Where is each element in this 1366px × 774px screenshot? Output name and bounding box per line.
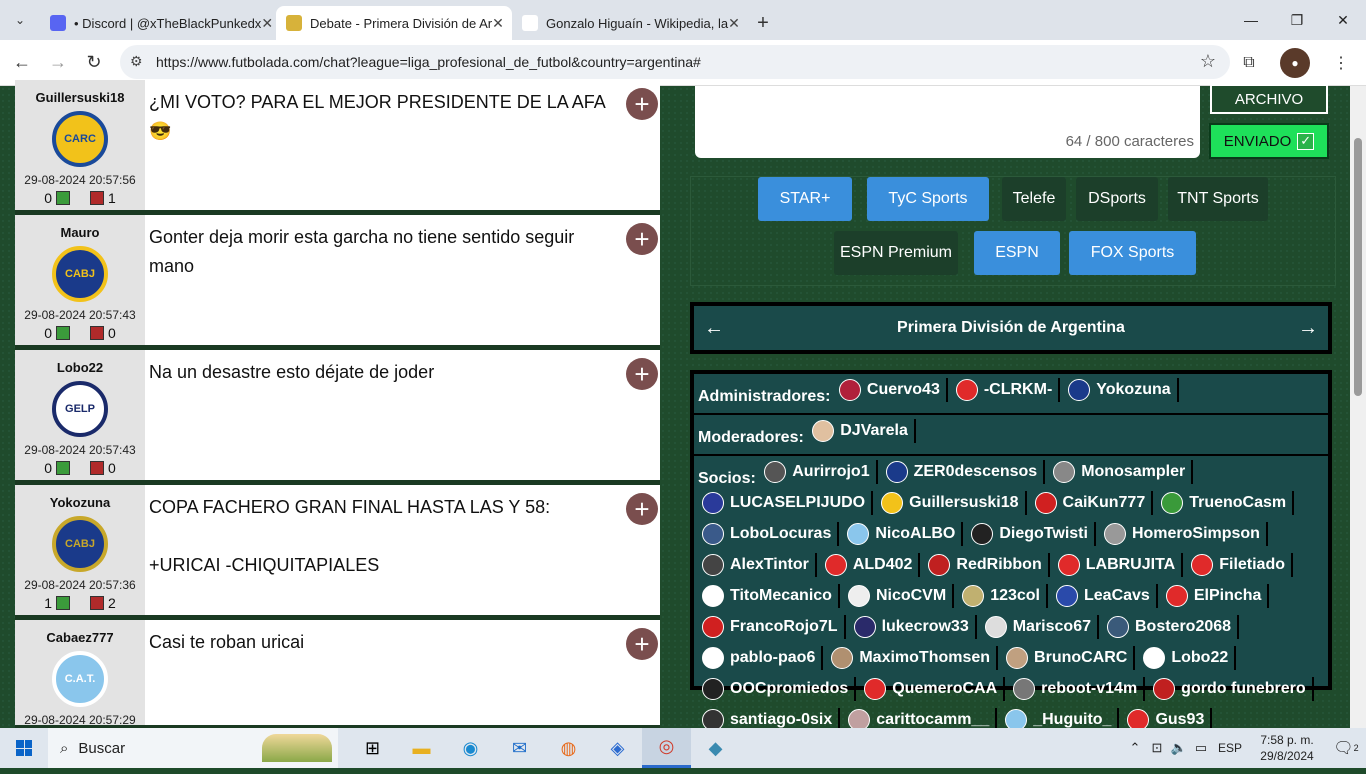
member-avatar-icon bbox=[1053, 461, 1075, 483]
downvote-count: 0 bbox=[108, 325, 116, 341]
chat-message bbox=[15, 350, 660, 485]
battery-icon[interactable]: ▭ bbox=[1194, 740, 1208, 755]
team-crest-icon bbox=[52, 111, 108, 167]
downvote-count: 2 bbox=[108, 595, 116, 611]
member-name: lukecrow33 bbox=[881, 618, 969, 635]
member-name: RedRibbon bbox=[956, 556, 1042, 573]
member-avatar-icon bbox=[1035, 492, 1057, 514]
profile-avatar-icon[interactable]: ● bbox=[1280, 48, 1310, 78]
member-avatar-icon bbox=[1161, 492, 1183, 514]
tab-search-dropdown[interactable]: ⌄ bbox=[14, 13, 26, 27]
member-name: QuemeroCAA bbox=[892, 680, 998, 697]
team-crest-icon bbox=[52, 381, 108, 437]
member-avatar-icon bbox=[928, 554, 950, 576]
tab-strip bbox=[0, 0, 1366, 40]
message-timestamp: 29-08-2024 20:57:43 bbox=[24, 443, 136, 457]
message-votes bbox=[15, 190, 145, 206]
member-name: TitoMecanico bbox=[730, 587, 832, 604]
upvote-count: 0 bbox=[44, 460, 52, 476]
member-entry[interactable] bbox=[952, 378, 1060, 402]
member-entry[interactable] bbox=[958, 584, 1048, 608]
member-avatar-icon bbox=[831, 647, 853, 669]
member-entry[interactable] bbox=[1002, 646, 1135, 670]
reply-plus-icon[interactable]: + bbox=[626, 88, 658, 120]
member-avatar-icon bbox=[764, 461, 786, 483]
stream-button[interactable]: Telefe bbox=[1002, 177, 1066, 221]
member-entry[interactable] bbox=[1139, 646, 1236, 670]
member-avatar-icon bbox=[702, 616, 724, 638]
message-author-panel bbox=[15, 620, 145, 725]
firefox-icon[interactable]: ◍ bbox=[560, 737, 577, 758]
member-avatar-icon bbox=[886, 461, 908, 483]
windows-taskbar bbox=[0, 728, 1366, 768]
member-avatar-icon bbox=[847, 523, 869, 545]
member-entry[interactable] bbox=[808, 419, 916, 443]
downvote-icon[interactable] bbox=[90, 596, 104, 610]
tab-close-icon[interactable]: ✕ bbox=[492, 14, 504, 31]
reply-plus-icon[interactable]: + bbox=[626, 628, 658, 660]
upvote-count: 1 bbox=[44, 595, 52, 611]
mods-label: Moderadores: bbox=[698, 429, 804, 446]
member-avatar-icon bbox=[1104, 523, 1126, 545]
member-name: LoboLocuras bbox=[730, 525, 832, 542]
member-name: carittocamm__ bbox=[876, 711, 990, 728]
member-name: Yokozuna bbox=[1096, 381, 1171, 398]
member-avatar-icon bbox=[962, 585, 984, 607]
notification-count: 2 bbox=[1353, 743, 1359, 753]
message-timestamp: 29-08-2024 20:57:43 bbox=[24, 308, 136, 322]
member-name: Guillersuski18 bbox=[909, 494, 1019, 511]
message-timestamp: 29-08-2024 20:57:36 bbox=[24, 578, 136, 592]
member-avatar-icon bbox=[848, 585, 870, 607]
tab-close-icon[interactable]: ✕ bbox=[728, 14, 740, 31]
member-avatar-icon bbox=[812, 420, 834, 442]
reply-plus-icon[interactable]: + bbox=[626, 223, 658, 255]
league-next-icon[interactable]: → bbox=[1297, 316, 1318, 339]
member-avatar-icon bbox=[956, 379, 978, 401]
league-prev-icon[interactable]: ← bbox=[704, 316, 724, 339]
minimize-icon[interactable]: — bbox=[1244, 12, 1258, 28]
member-entry[interactable] bbox=[827, 646, 998, 670]
tab-title: Debate - Primera División de Ar bbox=[310, 15, 493, 31]
language-indicator[interactable]: ESP bbox=[1217, 741, 1242, 755]
message-author-panel bbox=[15, 80, 145, 210]
member-entry[interactable] bbox=[760, 460, 877, 484]
task-view-icon[interactable]: ⊞ bbox=[364, 737, 381, 758]
upvote-icon[interactable] bbox=[56, 461, 70, 475]
member-entry[interactable] bbox=[967, 522, 1096, 546]
member-avatar-icon bbox=[881, 492, 903, 514]
stream-button[interactable]: ESPN bbox=[974, 231, 1060, 275]
member-entry[interactable] bbox=[860, 677, 1005, 701]
downvote-count: 0 bbox=[108, 460, 116, 476]
member-name: reboot-v14m bbox=[1041, 680, 1138, 697]
member-name: AlexTintor bbox=[730, 556, 809, 573]
member-avatar-icon bbox=[1013, 678, 1035, 700]
scrollbar-thumb[interactable] bbox=[1354, 138, 1362, 396]
right-panel bbox=[690, 86, 1336, 728]
member-name: NicoCVM bbox=[875, 587, 947, 604]
member-name: Gus93 bbox=[1155, 711, 1205, 728]
stream-button[interactable]: TNT Sports bbox=[1168, 177, 1268, 221]
member-name: pablo-pao6 bbox=[730, 649, 816, 666]
member-entry[interactable] bbox=[1103, 615, 1239, 639]
member-name: ElPincha bbox=[1193, 587, 1262, 604]
windows-logo-icon bbox=[16, 740, 32, 756]
message-votes bbox=[15, 595, 145, 611]
member-name: LeaCavs bbox=[1084, 587, 1150, 604]
bookmark-star-icon[interactable]: ☆ bbox=[1199, 51, 1216, 71]
member-name: LABRUJITA bbox=[1085, 556, 1176, 573]
check-icon: ✓ bbox=[1297, 133, 1314, 150]
tab-favicon-icon bbox=[522, 15, 538, 31]
members-panel bbox=[690, 370, 1332, 728]
member-name: MaximoThomsen bbox=[859, 649, 991, 666]
browser-tab[interactable] bbox=[512, 6, 748, 40]
tab-favicon-icon bbox=[286, 15, 302, 31]
member-name: DJVarela bbox=[840, 422, 908, 439]
speaker-icon[interactable]: 🔈 bbox=[1170, 740, 1188, 755]
clock-date: 29/8/2024 bbox=[1260, 749, 1314, 763]
member-entry[interactable] bbox=[698, 522, 839, 546]
message-text: Na un desastre esto déjate de joder bbox=[149, 362, 435, 382]
thunderbird-icon[interactable]: ◈ bbox=[610, 737, 625, 758]
reload-icon[interactable]: ↻ bbox=[86, 52, 102, 72]
member-entry[interactable] bbox=[850, 615, 977, 639]
member-avatar-icon bbox=[854, 616, 876, 638]
forward-icon[interactable]: → bbox=[49, 52, 67, 72]
toolbar-actions bbox=[1234, 48, 1356, 78]
member-name: santiago-0six bbox=[730, 711, 833, 728]
member-avatar-icon bbox=[1056, 585, 1078, 607]
chat-feed bbox=[15, 86, 660, 728]
admins-row bbox=[694, 374, 1328, 415]
close-window-icon[interactable]: ✕ bbox=[1337, 11, 1349, 28]
stream-button[interactable]: DSports bbox=[1076, 177, 1158, 221]
browser-tab[interactable] bbox=[276, 6, 512, 40]
member-name: Lobo22 bbox=[1171, 649, 1229, 666]
network-icon[interactable]: ⊡ bbox=[1151, 740, 1163, 755]
member-entry[interactable] bbox=[844, 584, 954, 608]
team-crest-icon bbox=[52, 246, 108, 302]
member-avatar-icon bbox=[1107, 616, 1129, 638]
message-text: COPA FACHERO GRAN FINAL HASTA LAS Y 58: +URICAI -CHIQUITAPIALES bbox=[149, 497, 551, 575]
member-entry[interactable] bbox=[1009, 677, 1145, 701]
stream-button[interactable]: ESPN Premium bbox=[834, 231, 958, 275]
upvote-icon[interactable] bbox=[56, 191, 70, 205]
message-votes bbox=[15, 460, 145, 476]
downvote-icon[interactable] bbox=[90, 326, 104, 340]
member-name: ALD402 bbox=[852, 556, 913, 573]
chat-message bbox=[15, 485, 660, 620]
message-author-panel bbox=[15, 350, 145, 480]
member-name: gordo funebrero bbox=[1181, 680, 1306, 697]
member-avatar-icon bbox=[1058, 554, 1080, 576]
member-entry[interactable] bbox=[698, 491, 873, 515]
char-counter: 64 / 800 caracteres bbox=[1065, 133, 1194, 150]
message-text: Casi te roban uricai bbox=[149, 632, 305, 652]
sent-label: ENVIADO bbox=[1223, 132, 1292, 150]
edge-icon[interactable]: ◉ bbox=[462, 737, 479, 758]
member-name: Aurirrojo1 bbox=[792, 463, 870, 480]
downvote-count: 1 bbox=[108, 190, 116, 206]
chat-message bbox=[15, 215, 660, 350]
member-avatar-icon bbox=[864, 678, 886, 700]
member-avatar-icon bbox=[702, 554, 724, 576]
member-name: TruenoCasm bbox=[1189, 494, 1287, 511]
member-avatar-icon bbox=[1143, 647, 1165, 669]
clock[interactable] bbox=[1248, 732, 1326, 764]
member-entry[interactable] bbox=[981, 615, 1099, 639]
clock-time: 7:58 p. m. bbox=[1260, 733, 1314, 747]
member-name: Filetiado bbox=[1219, 556, 1285, 573]
file-explorer-icon[interactable]: ▬ bbox=[412, 737, 431, 758]
message-username[interactable]: Mauro bbox=[60, 225, 100, 240]
league-selector bbox=[690, 302, 1332, 354]
member-entry[interactable] bbox=[698, 584, 840, 608]
chat-message bbox=[15, 620, 660, 730]
member-entry[interactable] bbox=[877, 491, 1026, 515]
member-name: ZER0descensos bbox=[913, 463, 1038, 480]
member-entry[interactable] bbox=[1157, 491, 1294, 515]
search-highlight-image bbox=[262, 734, 332, 762]
message-author-panel bbox=[15, 215, 145, 345]
start-button[interactable] bbox=[0, 728, 48, 768]
member-avatar-icon bbox=[1068, 379, 1090, 401]
member-entry[interactable] bbox=[882, 460, 1046, 484]
upvote-icon[interactable] bbox=[56, 596, 70, 610]
partners-label: Socios: bbox=[698, 470, 756, 487]
member-entry[interactable] bbox=[924, 553, 1049, 577]
sent-button[interactable] bbox=[1209, 123, 1329, 159]
extensions-icon[interactable]: ⧉ bbox=[1243, 54, 1255, 71]
back-icon[interactable]: ← bbox=[13, 52, 31, 72]
menu-kebab-icon[interactable]: ⋮ bbox=[1333, 55, 1349, 72]
upvote-count: 0 bbox=[44, 325, 52, 341]
notes-app-icon[interactable]: ◆ bbox=[708, 737, 723, 758]
search-icon: ⌕ bbox=[60, 739, 69, 757]
member-avatar-icon bbox=[971, 523, 993, 545]
member-entry[interactable] bbox=[1049, 460, 1193, 484]
member-entry[interactable] bbox=[698, 646, 823, 670]
tab-title: Gonzalo Higuaín - Wikipedia, la bbox=[546, 15, 729, 31]
message-votes bbox=[15, 325, 145, 341]
crest-text: CABJ bbox=[65, 538, 95, 550]
message-text: ¿MI VOTO? PARA EL MEJOR PRESIDENTE DE LA AFA 😎 bbox=[149, 92, 605, 141]
member-name: -CLRKM- bbox=[983, 381, 1053, 398]
message-timestamp: 29-08-2024 20:57:29 bbox=[24, 713, 136, 727]
member-entry[interactable] bbox=[698, 615, 846, 639]
member-entry[interactable] bbox=[698, 677, 856, 701]
member-entry[interactable] bbox=[1162, 584, 1270, 608]
address-bar[interactable] bbox=[120, 45, 1230, 79]
message-textarea[interactable] bbox=[695, 86, 1200, 158]
member-name: Bostero2068 bbox=[1134, 618, 1232, 635]
message-username[interactable]: Guillersuski18 bbox=[35, 90, 125, 105]
member-avatar-icon bbox=[825, 554, 847, 576]
site-info-icon[interactable]: ⚙ bbox=[130, 53, 143, 69]
stream-button[interactable]: STAR+ bbox=[758, 177, 852, 221]
partners-row bbox=[694, 456, 1328, 774]
url-text: https://www.futbolada.com/chat?league=liga_profesional_de_futbol&country=argentina# bbox=[156, 54, 701, 70]
page-content bbox=[0, 86, 1366, 728]
member-name: OOCpromiedos bbox=[730, 680, 849, 697]
member-entry[interactable] bbox=[821, 553, 921, 577]
search-label: Buscar bbox=[78, 739, 126, 757]
archive-button[interactable]: ARCHIVO bbox=[1210, 84, 1328, 114]
message-username[interactable]: Yokozuna bbox=[49, 495, 111, 510]
downvote-icon[interactable] bbox=[90, 191, 104, 205]
stream-buttons bbox=[690, 176, 1336, 286]
member-entry[interactable] bbox=[1149, 677, 1313, 701]
downvote-icon[interactable] bbox=[90, 461, 104, 475]
member-entry[interactable] bbox=[1031, 491, 1154, 515]
member-avatar-icon bbox=[702, 492, 724, 514]
member-name: BrunoCARC bbox=[1034, 649, 1128, 666]
stream-button[interactable]: FOX Sports bbox=[1069, 231, 1196, 275]
member-name: LUCASELPIJUDO bbox=[730, 494, 866, 511]
member-entry[interactable] bbox=[1064, 378, 1178, 402]
notifications-icon[interactable]: 🗨 2 bbox=[1333, 740, 1359, 757]
upvote-count: 0 bbox=[44, 190, 52, 206]
member-avatar-icon bbox=[702, 647, 724, 669]
chrome-icon[interactable]: ◎ bbox=[642, 728, 691, 768]
restore-icon[interactable]: ❐ bbox=[1290, 11, 1304, 28]
member-avatar-icon bbox=[702, 678, 724, 700]
member-name: _Huguito_ bbox=[1033, 711, 1112, 728]
system-tray bbox=[1124, 728, 1366, 768]
upvote-icon[interactable] bbox=[56, 326, 70, 340]
message-username[interactable]: Lobo22 bbox=[56, 360, 104, 375]
tab-title: • Discord | @xTheBlackPunkedx bbox=[74, 15, 262, 31]
tab-close-icon[interactable]: ✕ bbox=[261, 14, 274, 31]
page-scrollbar[interactable] bbox=[1350, 86, 1366, 728]
member-avatar-icon bbox=[839, 379, 861, 401]
member-avatar-icon bbox=[1166, 585, 1188, 607]
member-name: Marisco67 bbox=[1012, 618, 1091, 635]
member-name: CaiKun777 bbox=[1062, 494, 1146, 511]
member-avatar-icon bbox=[1191, 554, 1213, 576]
member-name: DiegoTwisti bbox=[999, 525, 1088, 542]
taskbar-apps bbox=[348, 728, 740, 768]
member-avatar-icon bbox=[1006, 647, 1028, 669]
member-name: Monosampler bbox=[1081, 463, 1186, 480]
member-entry[interactable] bbox=[843, 522, 963, 546]
league-name: Primera División de Argentina bbox=[897, 319, 1125, 336]
window-controls bbox=[1228, 0, 1366, 40]
admins-label: Administradores: bbox=[698, 388, 831, 405]
member-name: Cuervo43 bbox=[866, 381, 940, 398]
crest-text: CARC bbox=[64, 133, 96, 145]
mail-icon[interactable]: ✉ bbox=[511, 737, 528, 758]
stream-button[interactable]: TyC Sports bbox=[867, 177, 989, 221]
crest-text: C.A.T. bbox=[64, 673, 96, 685]
member-entry[interactable] bbox=[698, 553, 817, 577]
message-timestamp: 29-08-2024 20:57:56 bbox=[24, 173, 136, 187]
member-entry[interactable] bbox=[835, 378, 948, 402]
member-entry[interactable] bbox=[1100, 522, 1268, 546]
message-author-panel bbox=[15, 485, 145, 615]
tab-favicon-icon bbox=[50, 15, 66, 31]
member-entry[interactable] bbox=[1187, 553, 1293, 577]
member-entry[interactable] bbox=[1052, 584, 1158, 608]
new-tab-button[interactable]: + bbox=[757, 11, 769, 34]
team-crest-icon bbox=[52, 516, 108, 572]
chat-message bbox=[15, 80, 660, 215]
message-username[interactable]: Cabaez777 bbox=[46, 630, 114, 645]
tray-chevron-icon[interactable]: ⌃ bbox=[1129, 740, 1141, 755]
member-name: 123col bbox=[990, 587, 1040, 604]
member-name: HomeroSimpson bbox=[1131, 525, 1260, 542]
crest-text: CABJ bbox=[65, 268, 95, 280]
member-name: FrancoRojo7L bbox=[730, 618, 838, 635]
member-avatar-icon bbox=[702, 585, 724, 607]
team-crest-icon bbox=[52, 651, 108, 707]
member-avatar-icon bbox=[985, 616, 1007, 638]
message-text: Gonter deja morir esta garcha no tiene sentido seguir mano bbox=[149, 227, 575, 276]
member-entry[interactable] bbox=[1054, 553, 1183, 577]
browser-tab[interactable] bbox=[40, 6, 276, 40]
reply-plus-icon[interactable]: + bbox=[626, 358, 658, 390]
crest-text: GELP bbox=[65, 403, 95, 415]
member-avatar-icon bbox=[1153, 678, 1175, 700]
member-avatar-icon bbox=[702, 523, 724, 545]
reply-plus-icon[interactable]: + bbox=[626, 493, 658, 525]
mods-row bbox=[694, 415, 1328, 456]
member-name: NicoALBO bbox=[875, 525, 956, 542]
taskbar-search[interactable] bbox=[48, 728, 338, 768]
